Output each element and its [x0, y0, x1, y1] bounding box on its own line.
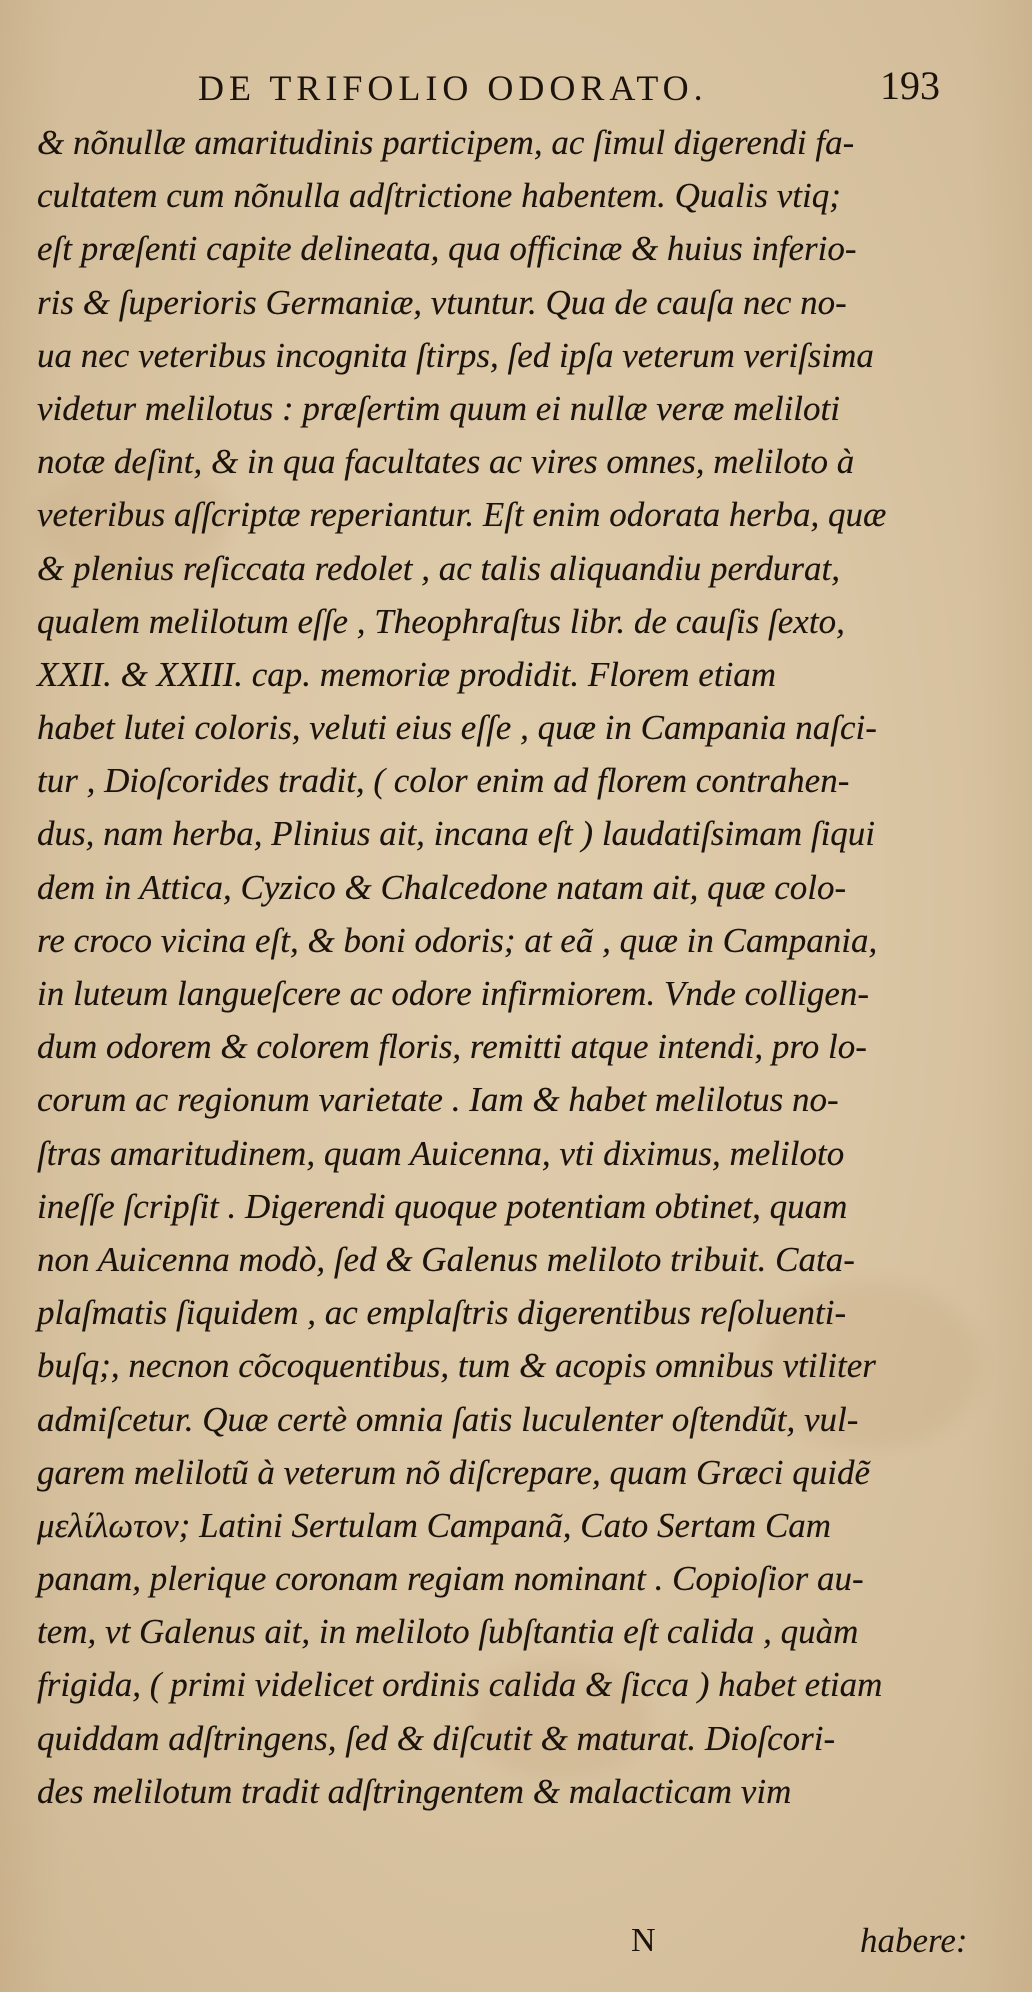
body-text	[37, 116, 987, 1818]
text-line: re croco vicina eſt, & boni odoris; at eã , quæ in Campania,	[37, 920, 878, 960]
text-line: veteribus aſſcriptæ reperiantur. Eſt enim odorata herba, quæ	[37, 495, 887, 535]
text-line: ris & ſuperioris Germaniæ, vtuntur. Qua de cauſa nec no-	[37, 282, 847, 322]
text-line: tur , Dioſcorides tradit, ( color enim ad florem contrahen-	[37, 761, 850, 801]
text-line: dus, nam herba, Plinius ait, incana eſt ) laudatiſsimam ſiqui	[37, 814, 876, 854]
catchword: habere:	[860, 1921, 968, 1960]
text-line: in luteum langueſcere ac odore infirmiorem. Vnde colligen-	[37, 974, 870, 1013]
text-line: μελίλωτον; Latini Sertulam Campanã, Cato Sertam Cam	[37, 1505, 832, 1545]
text-line: plaſmatis ſiquidem , ac emplaſtris digerentibus reſoluenti-	[37, 1293, 847, 1333]
text-line: frigida, ( primi videlicet ordinis calida & ſicca ) habet etiam	[37, 1665, 883, 1705]
text-line: & plenius reſiccata redolet , ac talis aliquandiu perdurat,	[37, 548, 840, 588]
text-line: videtur melilotus : præſertim quum ei nullæ veræ meliloti	[37, 388, 840, 428]
text-line: garem melilotũ à veterum nõ diſcrepare, quam Græci quidẽ	[37, 1452, 871, 1492]
page-number: 193	[880, 63, 940, 108]
text-line: non Auicenna modò, ſed & Galenus meliloto tribuit. Cata-	[37, 1239, 855, 1279]
text-line: tem, vt Galenus ait, in meliloto ſubſtantia eſt calida , quàm	[37, 1612, 859, 1652]
text-line: eſt præſenti capite delineata, qua officinæ & huius inferio-	[37, 229, 857, 269]
text-line: dum odorem & colorem floris, remitti atque intendi, pro lo-	[37, 1027, 867, 1067]
text-line: cultatem cum nõnulla adſtrictione habentem. Qualis vtiq;	[37, 176, 841, 216]
text-line: habet lutei coloris, veluti eius eſſe , quæ in Campania naſci-	[37, 708, 877, 748]
signature-mark: N	[631, 1922, 656, 1959]
text-line: ineſſe ſcripſit . Digerendi quoque potentiam obtinet, quam	[37, 1186, 848, 1226]
text-line: panam, plerique coronam regiam nominant . Copioſior au-	[37, 1559, 864, 1599]
text-line: des melilotum tradit adſtringentem & malacticam vim	[37, 1771, 792, 1811]
text-line: ſtras amaritudinem, quam Auicenna, vti diximus, meliloto	[37, 1133, 845, 1173]
text-line: corum ac regionum varietate . Iam & habet melilotus no-	[37, 1080, 839, 1120]
text-line: admiſcetur. Quæ certè omnia ſatis luculenter oſtendũt, vul-	[37, 1399, 859, 1439]
text-line: notæ deſint, & in qua facultates ac vires omnes, meliloto à	[37, 442, 855, 482]
running-header: DE TRIFOLIO ODORATO.	[198, 68, 708, 108]
text-line: XXII. & XXIII. cap. memoriæ prodidit. Florem etiam	[37, 654, 777, 694]
text-line: quiddam adſtringens, ſed & diſcutit & maturat. Dioſcori-	[37, 1718, 836, 1758]
text-line: & nõnullæ amaritudinis participem, ac ſimul digerendi fa-	[37, 123, 855, 162]
text-line: dem in Attica, Cyzico & Chalcedone natam ait, quæ colo-	[37, 867, 847, 907]
text-line: qualem melilotum eſſe , Theophraſtus libr. de cauſis ſexto,	[37, 601, 845, 641]
text-line: ua nec veteribus incognita ſtirps, ſed ipſa veterum veriſsima	[37, 335, 874, 375]
text-line: buſq;, necnon cõcoquentibus, tum & acopis omnibus vtiliter	[37, 1346, 876, 1386]
